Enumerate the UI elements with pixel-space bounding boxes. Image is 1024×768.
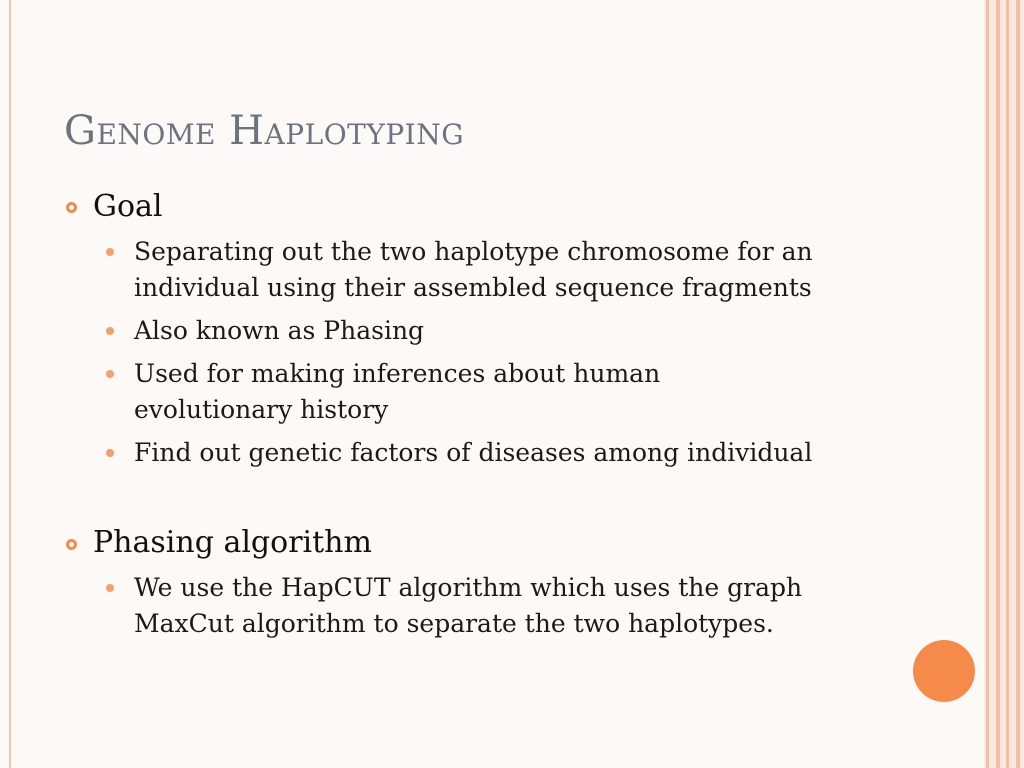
bullet-dot-icon	[106, 584, 114, 592]
section-heading-phasing-algorithm: Phasing algorithm	[93, 525, 372, 560]
list-item: Used for making inferences about human	[134, 359, 661, 388]
slide-title: Genome Haplotyping	[64, 108, 465, 154]
bullet-dot-icon	[106, 248, 114, 256]
section-bullet-icon	[66, 202, 77, 213]
bullet-dot-icon	[106, 449, 114, 457]
list-item-continuation: individual using their assembled sequence fragments	[134, 273, 812, 302]
list-item: Find out genetic factors of diseases among individual	[134, 438, 813, 467]
bullet-dot-icon	[106, 327, 114, 335]
list-item-continuation: MaxCut algorithm to separate the two haplotypes.	[134, 609, 774, 638]
decorative-orange-circle	[913, 640, 975, 702]
section-bullet-icon	[66, 539, 77, 550]
list-item: We use the HapCUT algorithm which uses the graph	[134, 573, 803, 602]
list-item: Separating out the two haplotype chromosome for an	[134, 237, 813, 266]
list-item-continuation: evolutionary history	[134, 395, 389, 424]
bullet-dot-icon	[106, 370, 114, 378]
section-heading-goal: Goal	[93, 189, 163, 224]
list-item: Also known as Phasing	[134, 316, 425, 345]
